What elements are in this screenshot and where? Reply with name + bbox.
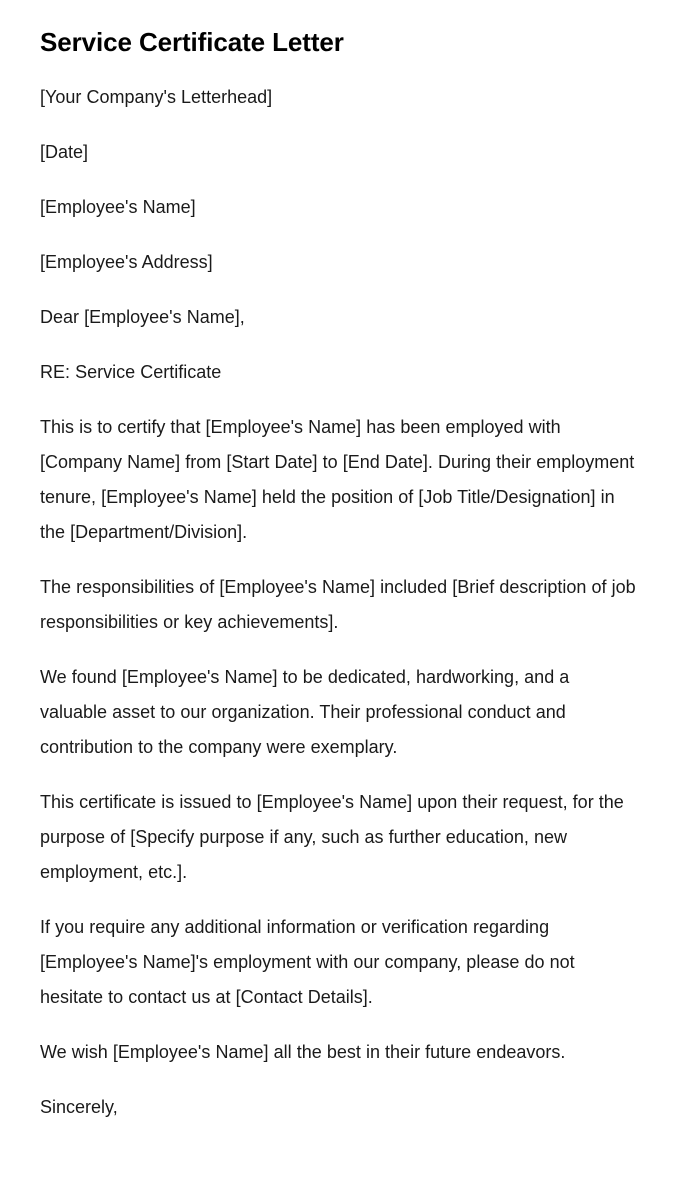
paragraph-body-issuance: This certificate is issued to [Employee's Name] upon their request, for the purpose of [Specify purpose if any, such as further education, new employment, etc.]. [40, 792, 624, 882]
paragraph-signoff: Sincerely, [40, 1097, 118, 1117]
paragraph-employee-name: [Employee's Name] [40, 197, 196, 217]
paragraph-date: [Date] [40, 142, 89, 162]
page-title: Service Certificate Letter [40, 27, 344, 57]
paragraph-subject-line: RE: Service Certificate [40, 362, 222, 382]
paragraph-employee-address: [Employee's Address] [40, 252, 213, 272]
paragraph-body-closing-wish: We wish [Employee's Name] all the best in their future endeavors. [40, 1042, 566, 1062]
paragraph-body-appraisal: We found [Employee's Name] to be dedicated, hardworking, and a valuable asset to our organization. Their professional conduct and contribution to the company were exemplary. [40, 667, 570, 757]
paragraph-letterhead: [Your Company's Letterhead] [40, 87, 273, 107]
paragraph-body-certification: This is to certify that [Employee's Name] has been employed with [Company Name] from [Start Date] to [End Date]. During their employment tenure, [Employee's Name] held the position of [Job Title/Designation] in the [Department/Division]. [40, 417, 635, 542]
paragraph-body-responsibilities: The responsibilities of [Employee's Name] included [Brief description of job responsibilities or key achievements]. [40, 577, 636, 632]
paragraph-body-contact: If you require any additional information or verification regarding [Employee's Name]'s employment with our company, please do not hesitate to contact us at [Contact Details]. [40, 917, 575, 1007]
paragraph-salutation: Dear [Employee's Name], [40, 307, 245, 327]
